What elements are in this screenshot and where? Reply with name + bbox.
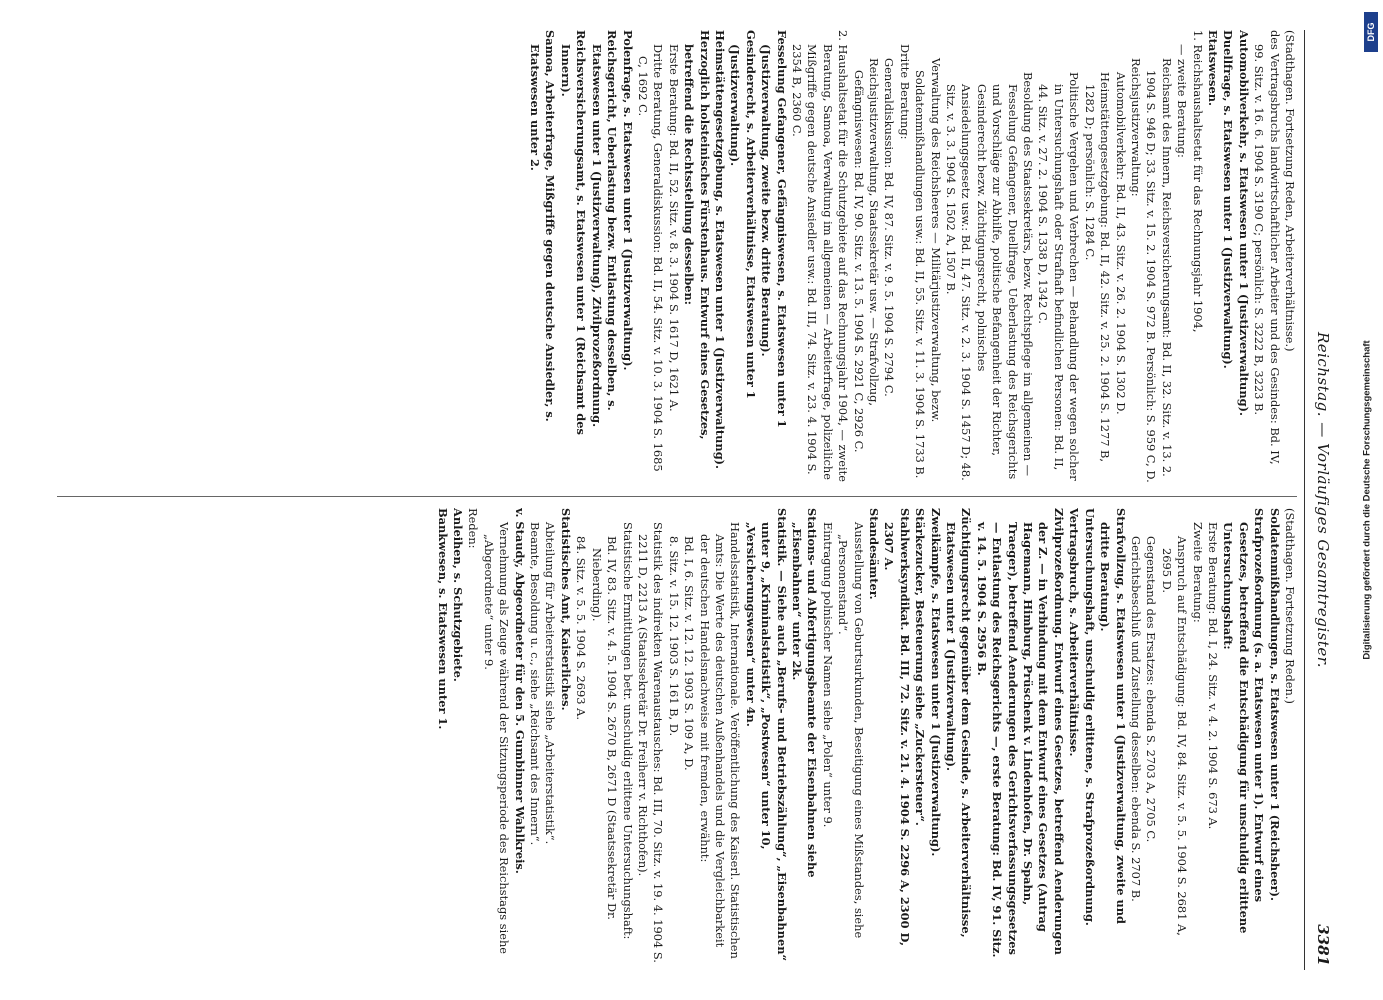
index-subentry: Erste Beratung: Bd. I, 24. Sitz. v. 4. 2. 1904 S. 673 A. xyxy=(1205,522,1220,830)
index-subentry: 84. Sitz. v. 5. 5. 1904 S. 2693 A. xyxy=(574,536,589,721)
index-entry: Heimstättengesetzgebung, s. Etatswesen unter 1 (Justizverwaltung). xyxy=(712,30,727,470)
index-entry: Soldatenmißhandlungen, s. Etatswesen unter 1 (Reichsheer). xyxy=(1267,508,1282,901)
index-subentry: Automobilverkehr: Bd. II, 43. Sitz. v. 26. 2. 1904 S. 1302 D. xyxy=(1113,72,1128,415)
running-title: Reichstag. — Vorläufiges Gesamtregister. xyxy=(1314,331,1332,669)
page-number: 3381 xyxy=(1314,924,1332,966)
index-entry: Reden: xyxy=(466,508,481,549)
index-subentry: Statistische Ermittlungen betr. unschuldig erlittene Untersuchungshaft: xyxy=(620,522,635,940)
index-subentry: Vernehmung als Zeuge während der Sitzungsperiode des Reichstags siehe „Abgeordnete“ unter 9. xyxy=(481,522,512,955)
index-subentry: Reichsamt des Innern, Reichsversicherungsamt: Bd. II, 32. Sitz. v. 13. 2. 1904 S. 946 D; 33. Sitz. v. 15. 2. 1904 S. 972 B. Persönlich: S. 959 C, D. xyxy=(1144,58,1174,483)
index-entry: Strafvollzug, s. Etatswesen unter 1 (Justizverwaltung, zweite und dritte Beratung). xyxy=(1098,508,1128,924)
index-entry: Etatswesen. xyxy=(1205,30,1220,106)
index-subentry: Besoldung des Staatssekretärs, bezw. Rechtspflege im allgemeinen — Fesselung Gefangener, Duellfrage, Ueberlastung des Reichsgerichts und Vorschläge zur Abhilfe, politische Befangenheit der Richter, Gesinderecht bezw. Züchtigungsrecht, polnisches Ansiedelungsgesetz usw.: Bd. II, 47. Sitz. v. 2. 3. 1904 S. 1457 D; 48. Sitz. v. 3. 3. 1904 S. 1502 A, 1507 B. xyxy=(944,72,1036,481)
index-subentry: Erste Beratung: Bd. II, 52. Sitz. v. 8. 3. 1904 S. 1617 D, 1621 A. xyxy=(666,44,681,412)
index-entry: Anleihen, s. Schutzgebiete. xyxy=(451,508,466,682)
continuation-heading: (Stadthagen. Fortsetzung Reden.) xyxy=(1283,508,1297,704)
index-subentry: Bd. IV, 83. Sitz. v. 4. 5. 1904 S. 2670 B, 2671 D (Staatssekretär Dr. Nieberding). xyxy=(589,536,620,920)
index-subentry: Reichsjustizverwaltung, Staatssekretär usw. — Strafvollzug, Gefängniswesen: Bd. IV, 90. Sitz. v. 13. 5. 1904 S. 2921 C, 2926 C. xyxy=(851,58,882,453)
index-entry: Statistik. — Siehe auch „Berufs- und Betriebszählung“, „Eisenbahnen“ unter 9, „Kriminalstatistik“, „Postwesen“ unter 10, „Versicherungswesen“ unter 4n. xyxy=(743,508,789,962)
index-entry: Reichsversicherungsamt, s. Etatswesen unter 1 (Reichsamt des Innern). xyxy=(558,30,589,435)
index-subentry: Gegenstand des Ersatzes: ebenda S. 2703 A, 2705 C. xyxy=(1144,536,1159,843)
index-entry: 2. Haushaltsetat für die Schutzgebiete auf das Rechnungsjahr 1904, — zweite Beratung, Samoa, Verwaltung im allgemeinen — Arbeiterfrage, polizeiliche Mißgriffe gegen deutsche Ansiedler usw.: Bd. III, 74. Sitz. v. 23. 4. 1904 S. 2354 B, 2360 C. xyxy=(790,30,851,482)
index-subentry: Anspruch auf Entschädigung: Bd. IV, 84. Sitz. v. 5. 5. 1904 S. 2681 A, 2695 D. xyxy=(1159,536,1190,936)
index-entry: Züchtigungsrecht gegenüber dem Gesinde, s. Arbeiterverhältnisse, Etatswesen unter 1 (Justizverwaltung). xyxy=(944,508,974,938)
index-entry: Herzoglich holsteinisches Fürstenhaus. Entwurf eines Gesetzes, betreffend die Rechtsstellung desselben: xyxy=(682,30,712,440)
index-entry: Strafprozeßordnung (s. a. Etatswesen unter 1). Entwurf eines Gesetzes, betreffend die Entschädigung für unschuldig erlittene Untersuchungshaft: xyxy=(1221,508,1267,934)
index-entry: des Vertragsbruchs landwirtschaftlicher Arbeiter und des Gesindes: Bd. IV, 99. Sitz. v. 16. 6. 1904 S. 3190 C; persönlich: S. 3222 B, 3223 B. xyxy=(1252,30,1282,465)
continuation-heading: (Stadthagen. Fortsetzung Reden, Arbeiterverhältnisse.) xyxy=(1283,30,1297,352)
index-entry: Stahlwerksyndikat. Bd. III, 72. Sitz. v. 21. 4. 1904 S. 2296 A, 2300 D, 2307 A. xyxy=(882,508,912,946)
dfg-logo-text: DFG xyxy=(1366,22,1376,42)
index-entry: Fesselung Gefangener, Gefängniswesen, s. Etatswesen unter 1 (Justizverwaltung, zweite bezw. dritte Beratung). xyxy=(759,30,789,428)
index-entry: Stations- und Abfertigungsbeamte der Eisenbahnen siehe „Eisenbahnen“ unter 2k. xyxy=(790,508,820,878)
index-subentry: Statistik des indirekten Warenaustausches: Bd. III, 70. Sitz. v. 19. 4. 1904 S. 2211 D, 2213 A (Staatssekretär Dr. Freiherr v. Richthofen). xyxy=(635,522,666,963)
index-subentry: Dritte Beratung: xyxy=(897,44,912,140)
dfg-logo xyxy=(1364,12,1378,52)
index-subentry: Politische Vergehen und Verbrechen — Behandlung der wegen solcher in Untersuchungshaft oder Strafhaft befindlichen Personen: Bd. II, 44. Sitz. v. 27. 2. 1904 S. 1338 D, 1342 C. xyxy=(1036,72,1082,481)
index-entry: Stärkezucker, Besteuerung siehe „Zuckersteuer“. xyxy=(913,508,928,826)
index-entry: Vertragsbruch, s. Arbeiterverhältnisse. xyxy=(1067,508,1082,757)
index-subentry: Dritte Beratung, Generaldiskussion: Bd. II, 54. Sitz. v. 10. 3. 1904 S. 1685 C, 1692 C. xyxy=(635,44,666,472)
index-entry: Zivilprozeßordnung. Entwurf eines Gesetzes, betreffend Aenderungen der Z. — in Verbindung mit dem Entwurf eines Gesetzes (Antrag Hagemann, Himburg, Prüschenk v. Lindenhofen, Dr. Spahn, Traeger), betreffend Aenderungen des Gerichtsverfassungsgesetzes — Entlastung des Reichsgerichts —, erste Beratung: Bd. IV, 91. Sitz. v. 14. 5. 1904 S. 2956 B. xyxy=(974,508,1066,958)
index-subentry: Generaldiskussion: Bd. IV, 87. Sitz. v. 9. 5. 1904 S. 2794 C. xyxy=(882,58,897,397)
index-entry: v. Staudy, Abgeordneter für den 5. Gumbinner Wahlkreis. xyxy=(512,508,527,874)
index-entry: Gesinderecht, s. Arbeiterverhältnisse, Etatswesen unter 1 (Justizverwaltung). xyxy=(728,30,758,399)
index-subentry: 8. Sitz. v. 15. 12. 1903 S. 161 B, D. xyxy=(666,536,681,737)
page-header xyxy=(1304,30,1341,970)
funding-note: Digitalisierung gefördert durch die Deutsche Forschungsgemeinschaft xyxy=(1361,340,1373,660)
index-entry: Statistisches Amt, Kaiserliches. xyxy=(558,508,573,711)
index-subentry: Eintragung polnischer Namen siehe „Polen“ unter 9. xyxy=(820,522,835,828)
right-column xyxy=(47,508,1297,963)
index-subentry: — zweite Beratung: xyxy=(1175,44,1190,158)
index-entry: 1. Reichshaushaltsetat für das Rechnungsjahr 1904, xyxy=(1190,30,1205,333)
index-subentry: Bd. I, 6. Sitz. v. 12. 12. 1903 S. 109 A, D. xyxy=(682,536,697,771)
index-subentry: Verwaltung des Reichsheeres — Militärjustizverwaltung, bezw. Soldatenmißhandlungen usw.: Bd. II, 55. Sitz. v. 11. 3. 1904 S. 1733 B. xyxy=(913,58,943,479)
index-entry: Reichsgericht, Ueberlastung bezw. Entlastung desselben, s. Etatswesen unter 1 (Justizverwaltung), Zivilprozeßordnung. xyxy=(589,30,620,428)
index-entry: Bankwesen, s. Etatswesen unter 1. xyxy=(435,508,450,730)
index-subentry: Abteilung für Arbeiterstatistik siehe „Arbeiterstatistik“. xyxy=(543,522,558,845)
index-subentry: Reichsjustizverwaltung: xyxy=(1128,58,1143,197)
rotated-register-page xyxy=(41,30,1341,970)
index-subentry: Beamte, Besoldung u. c., siehe „Reichsamt des Innern“. xyxy=(528,522,543,846)
index-subentry: Gerichtsbeschluß und Zustellung desselben: ebenda S. 2707 B. xyxy=(1128,536,1143,902)
index-entry: Polenfrage, s. Etatswesen unter 1 (Justizverwaltung). xyxy=(620,30,635,371)
column-divider xyxy=(57,496,1297,497)
index-entry: Automobilverkehr, s. Etatswesen unter 1 (Justizverwaltung). xyxy=(1236,30,1251,416)
index-entry: Duellfrage, s. Etatswesen unter 1 (Justizverwaltung). xyxy=(1221,30,1236,369)
index-subentry: Zweite Beratung: xyxy=(1190,522,1205,623)
index-entry: Standesämter. xyxy=(867,508,882,600)
index-subentry: Handelsstatistik, Internationale. Veröffentlichung des Kaiserl. Statistischen Amts: Die Werte des deutschen Außenhandels und die Vergleichbarkeit der deutschen Handelsnachweise mit fremden, erwähnt: xyxy=(697,522,743,959)
index-entry: Untersuchungshaft, unschuldig erlittene, s. Strafprozeßordnung. xyxy=(1082,508,1097,926)
index-entry: Samoa, Arbeiterfrage, Mißgriffe gegen deutsche Ansiedler, s. Etatswesen unter 2. xyxy=(528,30,558,422)
index-subentry: Heimstättengesetzgebung: Bd. II, 42. Sitz. v. 25. 2. 1904 S. 1277 B, 1282 D; persönlich: S. 1284 C. xyxy=(1082,72,1113,463)
index-subentry: Ausstellung von Geburtsurkunden, Beseitigung eines Mißstandes, siehe „Personenstand“. xyxy=(836,522,866,939)
index-entry: Zweikämpfe, s. Etatswesen unter 1 (Justizverwaltung). xyxy=(928,508,943,857)
left-column xyxy=(47,30,1297,485)
